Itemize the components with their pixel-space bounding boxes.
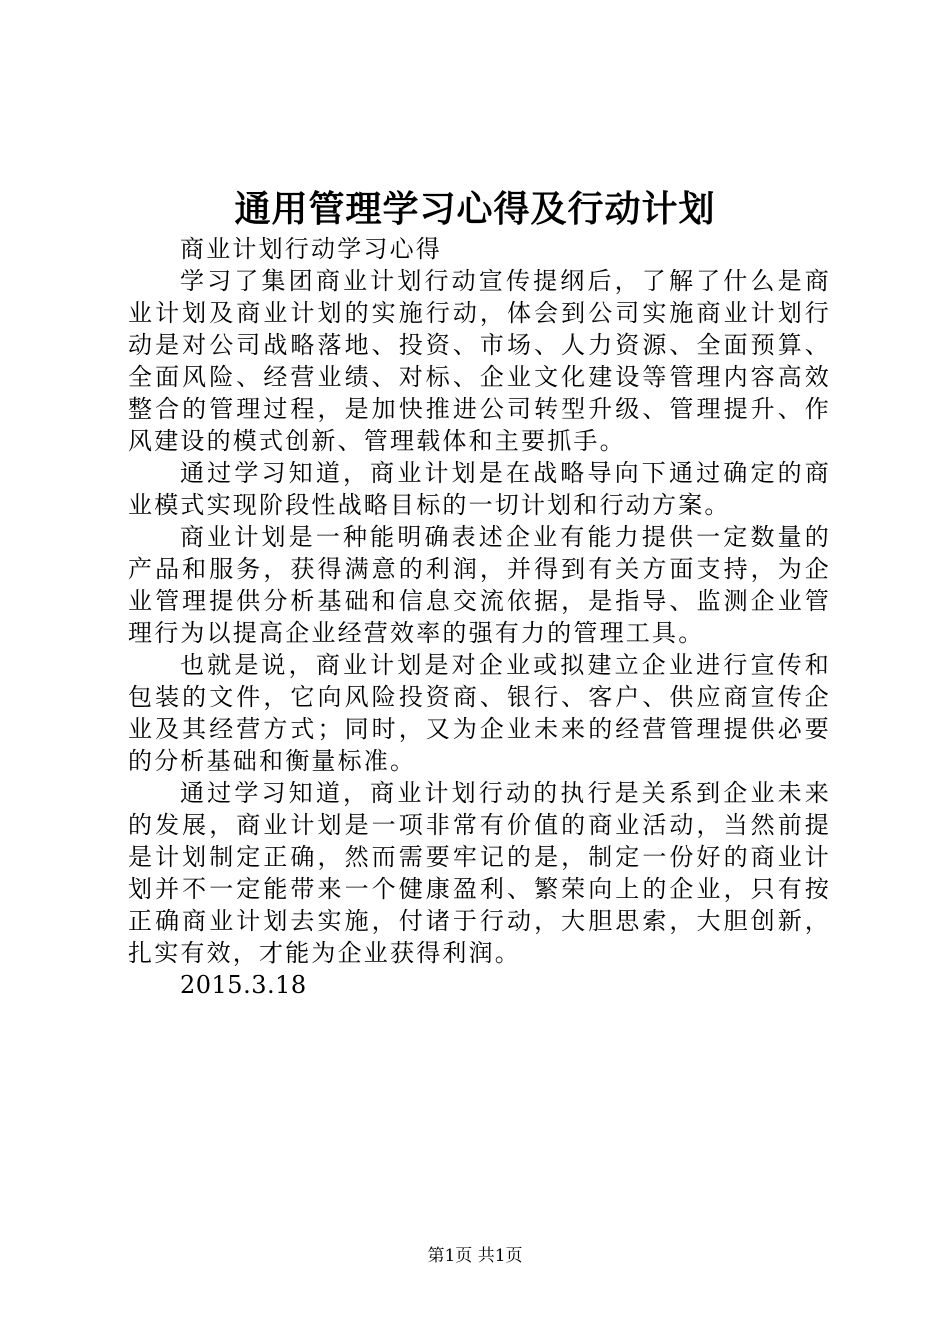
document-title: 通用管理学习心得及行动计划: [234, 188, 716, 230]
paragraph: 学习了集团商业计划行动宣传提纲后，了解了什么是商业计划及商业计划的实施行动，体会到公司实施商业计划行动是对公司战略落地、投资、市场、人力资源、全面预算、全面风险、经营业绩、对标、企业文化建设等管理内容高效整合的管理过程，是加快推进公司转型升级、管理提升、作风建设的模式创新、管理载体和主要抓手。: [128, 267, 831, 455]
document-date: 2015.3.18: [180, 971, 307, 999]
paragraph: 通过学习知道，商业计划是在战略导向下通过确定的商业模式实现阶段性战略目标的一切计划和行动方案。: [128, 459, 831, 519]
page-footer: 第1页 共1页: [427, 1246, 523, 1266]
paragraph: 通过学习知道，商业计划行动的执行是关系到企业未来的发展，商业计划是一项非常有价值的商业活动，当然前提是计划制定正确，然而需要牢记的是，制定一份好的商业计划并不一定能带来一个健康盈利、繁荣向上的企业，只有按正确商业计划去实施，付诸于行动，大胆思索，大胆创新，扎实有效，才能为企业获得利润。: [128, 779, 831, 967]
paragraph: 商业计划是一种能明确表述企业有能力提供一定数量的产品和服务，获得满意的利润，并得到有关方面支持，为企业管理提供分析基础和信息交流依据，是指导、监测企业管理行为以提高企业经营效率的强有力的管理工具。: [128, 523, 831, 647]
document-body: [128, 233, 831, 1001]
document-subtitle: 商业计划行动学习心得: [180, 235, 442, 263]
paragraph: 也就是说，商业计划是对企业或拟建立企业进行宣传和包装的文件，它向风险投资商、银行、客户、供应商宣传企业及其经营方式；同时，又为企业未来的经营管理提供必要的分析基础和衡量标准。: [128, 651, 831, 775]
